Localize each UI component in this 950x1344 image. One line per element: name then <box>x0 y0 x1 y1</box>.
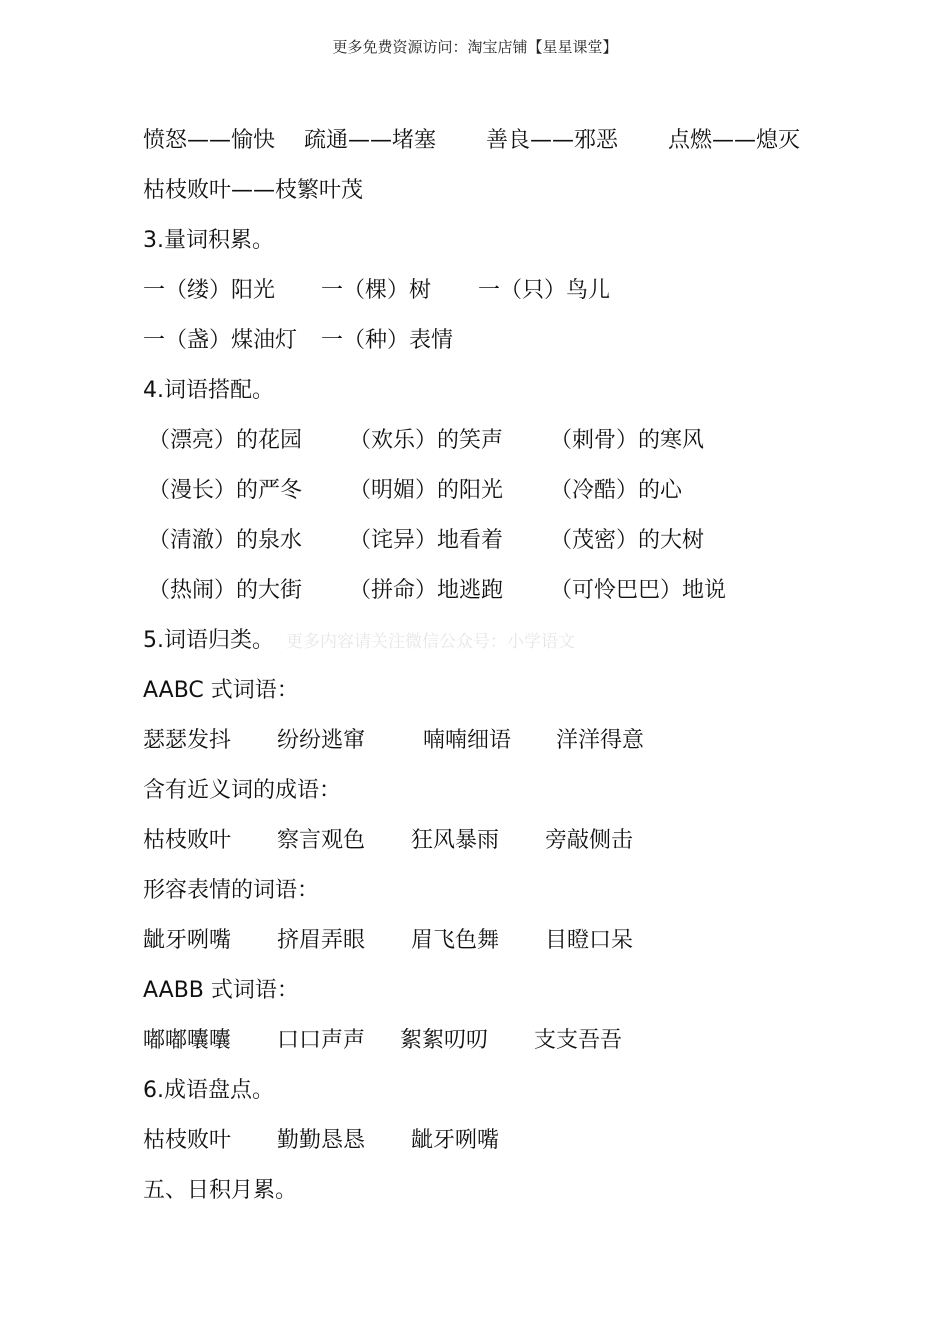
word: 旁敲侧击 <box>545 828 634 853</box>
group-label: AABC 式词语： <box>143 678 299 703</box>
word: 洋洋得意 <box>556 728 645 753</box>
section-title: 3.量词积累。 <box>143 228 274 253</box>
group-label: 含有近义词的成语： <box>143 778 342 803</box>
page-header: 更多免费资源访问：淘宝店铺【星星课堂】 <box>332 38 618 56</box>
antonym-pair: 枯枝败叶——枝繁叶茂 <box>143 178 364 203</box>
word: 支支吾吾 <box>534 1028 623 1053</box>
word: 絮絮叨叨 <box>400 1028 489 1053</box>
collocation: （诧异）地看着 <box>349 528 504 553</box>
collocation: （欢乐）的笑声 <box>349 428 504 453</box>
collocation: （明媚）的阳光 <box>349 478 504 503</box>
collocation: （茂密）的大树 <box>550 528 705 553</box>
collocation: （漂亮）的花园 <box>148 428 303 453</box>
collocation: （冷酷）的心 <box>550 478 683 503</box>
word: 勤勤恳恳 <box>277 1128 366 1153</box>
measure-word: 一（盏）煤油灯 <box>143 328 298 353</box>
group-label: AABB 式词语： <box>143 978 299 1003</box>
measure-word: 一（棵）树 <box>321 278 432 303</box>
collocation: （清澈）的泉水 <box>148 528 303 553</box>
word: 狂风暴雨 <box>411 828 500 853</box>
section-title: 4.词语搭配。 <box>143 378 274 403</box>
measure-word: 一（种）表情 <box>321 328 454 353</box>
antonym-pair: 疏通——堵塞 <box>304 128 437 153</box>
collocation: （漫长）的严冬 <box>148 478 303 503</box>
section-title: 5.词语归类。 <box>143 628 274 653</box>
collocation: （拼命）地逃跑 <box>349 578 504 603</box>
antonym-pair: 愤怒——愉快 <box>143 128 276 153</box>
watermark-text: 更多内容请关注微信公众号：小学语文 <box>286 632 575 652</box>
word: 龇牙咧嘴 <box>143 928 232 953</box>
collocation: （热闹）的大街 <box>148 578 303 603</box>
section-title: 6.成语盘点。 <box>143 1078 274 1103</box>
word: 察言观色 <box>277 828 366 853</box>
section-title-row <box>143 626 575 657</box>
measure-word: 一（缕）阳光 <box>143 278 276 303</box>
collocation: （可怜巴巴）地说 <box>550 578 727 603</box>
word: 嘟嘟囔囔 <box>143 1028 232 1053</box>
word: 枯枝败叶 <box>143 828 232 853</box>
antonym-pair: 点燃——熄灭 <box>668 128 801 153</box>
word: 目瞪口呆 <box>545 928 634 953</box>
word: 眉飞色舞 <box>411 928 500 953</box>
word: 龇牙咧嘴 <box>411 1128 500 1153</box>
word: 喃喃细语 <box>423 728 512 753</box>
word: 瑟瑟发抖 <box>143 728 232 753</box>
word: 纷纷逃窜 <box>277 728 366 753</box>
measure-word: 一（只）鸟儿 <box>478 278 611 303</box>
collocation: （刺骨）的寒风 <box>550 428 705 453</box>
word: 挤眉弄眼 <box>277 928 366 953</box>
word: 口口声声 <box>277 1028 366 1053</box>
group-label: 形容表情的词语： <box>143 878 320 903</box>
word: 枯枝败叶 <box>143 1128 232 1153</box>
section-title: 五、日积月累。 <box>143 1178 298 1203</box>
antonym-pair: 善良——邪恶 <box>486 128 619 153</box>
